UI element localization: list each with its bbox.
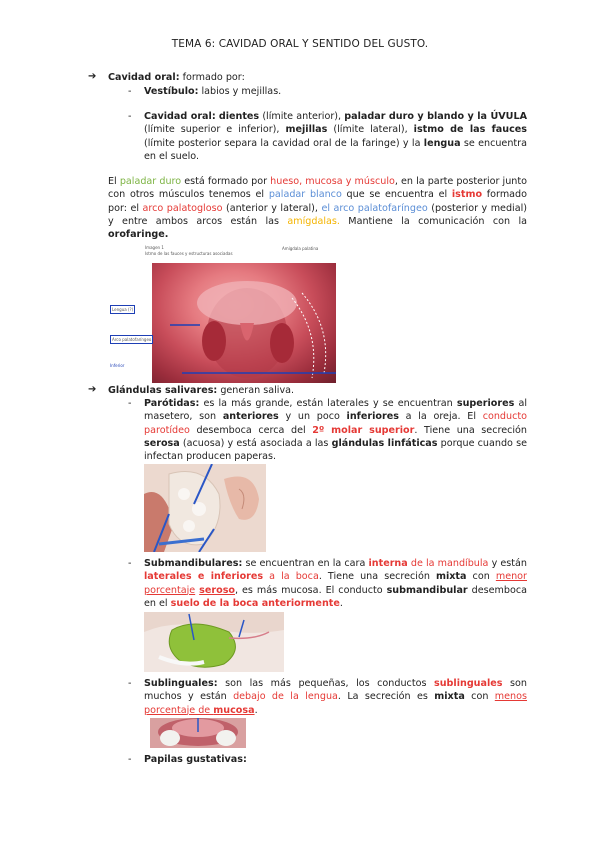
vestibulo-item: Vestíbulo: labios y mejillas.	[144, 86, 282, 97]
papilas-item: Papilas gustativas:	[144, 754, 247, 765]
label-lengua: Lengua (?)	[112, 307, 134, 312]
dash-icon: -	[128, 111, 132, 122]
submandibular-illustration	[144, 612, 284, 672]
bullet-arrow-icon: ➔	[88, 71, 97, 82]
dash-icon: -	[128, 754, 132, 765]
sublinguales-item: Sublinguales: son las más pequeñas, los conductos sublinguales son muchos y están debajo de la lengua. La secreción es mixta con menos porcentaje de mucosa.	[144, 678, 527, 716]
page-title: TEMA 6: CAVIDAD ORAL Y SENTIDO DEL GUSTO.	[171, 38, 429, 50]
figure-isthmus	[110, 245, 340, 383]
dash-icon: -	[128, 398, 132, 409]
figure-caption: Imagen 1	[145, 245, 164, 250]
sublingual-image	[150, 718, 246, 748]
paladar-paragraph: El paladar duro está formado por hueso, mucosa y músculo, en la parte posterior junto con otros músculos tenemos el paladar blanco que se encuentra el istmo formado por: el arco palatogloso (anterior y lateral), el arco palatofaríngeo (posterior y medial) y entre ambos arcos están las amígdalas. Mantiene la comunicación con la orofaringe.	[108, 176, 528, 241]
dash-icon: -	[128, 86, 132, 97]
submandibular-image	[144, 612, 284, 672]
parotid-illustration	[144, 464, 266, 552]
sublingual-illustration	[150, 718, 246, 748]
parotid-image	[144, 464, 266, 552]
parotidas-item: Parótidas: es la más grande, están laterales y se encuentran superiores al masetero, son anteriores y un poco inferiores a la oreja. El conducto parotídeo desemboca cerca del 2º molar superior. Tiene una secreción serosa (acuosa) y está asociada a las glándulas linfáticas porque cuando se infectan producen paperas.	[144, 398, 528, 463]
cavidad-heading: Cavidad oral: formado por:	[108, 72, 245, 83]
glandulas-heading: Glándulas salivares: generan saliva.	[108, 385, 295, 396]
throat-photo	[152, 263, 336, 383]
cavidad-oral-item: Cavidad oral: dientes (límite anterior), paladar duro y blando y la ÚVULA (límite superior e inferior), mejillas (límite lateral), istmo de las fauces (límite posterior separa la cavidad oral de la faringe) y la lengua se encuentra en el suelo.	[144, 111, 528, 162]
submandibulares-item: Submandibulares: se encuentran en la cara interna de la mandíbula y están laterales e inferiores a la boca. Tiene una secreción mixta con menor porcentaje seroso, es más mucosa. El conducto submandibular desemboca en el suelo de la boca anteriormente.	[144, 558, 527, 609]
dash-icon: -	[128, 558, 132, 569]
label-arco: Arco palatofaríngeo	[112, 337, 152, 342]
dash-icon: -	[128, 678, 132, 689]
throat-illustration	[152, 263, 336, 383]
label-inferior: Inferior	[110, 363, 125, 368]
label-amigdala: Amígdala palatina	[282, 246, 319, 251]
figure-caption-sub: Istmo de las fauces y estructuras asociadas	[145, 251, 233, 256]
bullet-arrow-icon: ➔	[88, 384, 97, 395]
